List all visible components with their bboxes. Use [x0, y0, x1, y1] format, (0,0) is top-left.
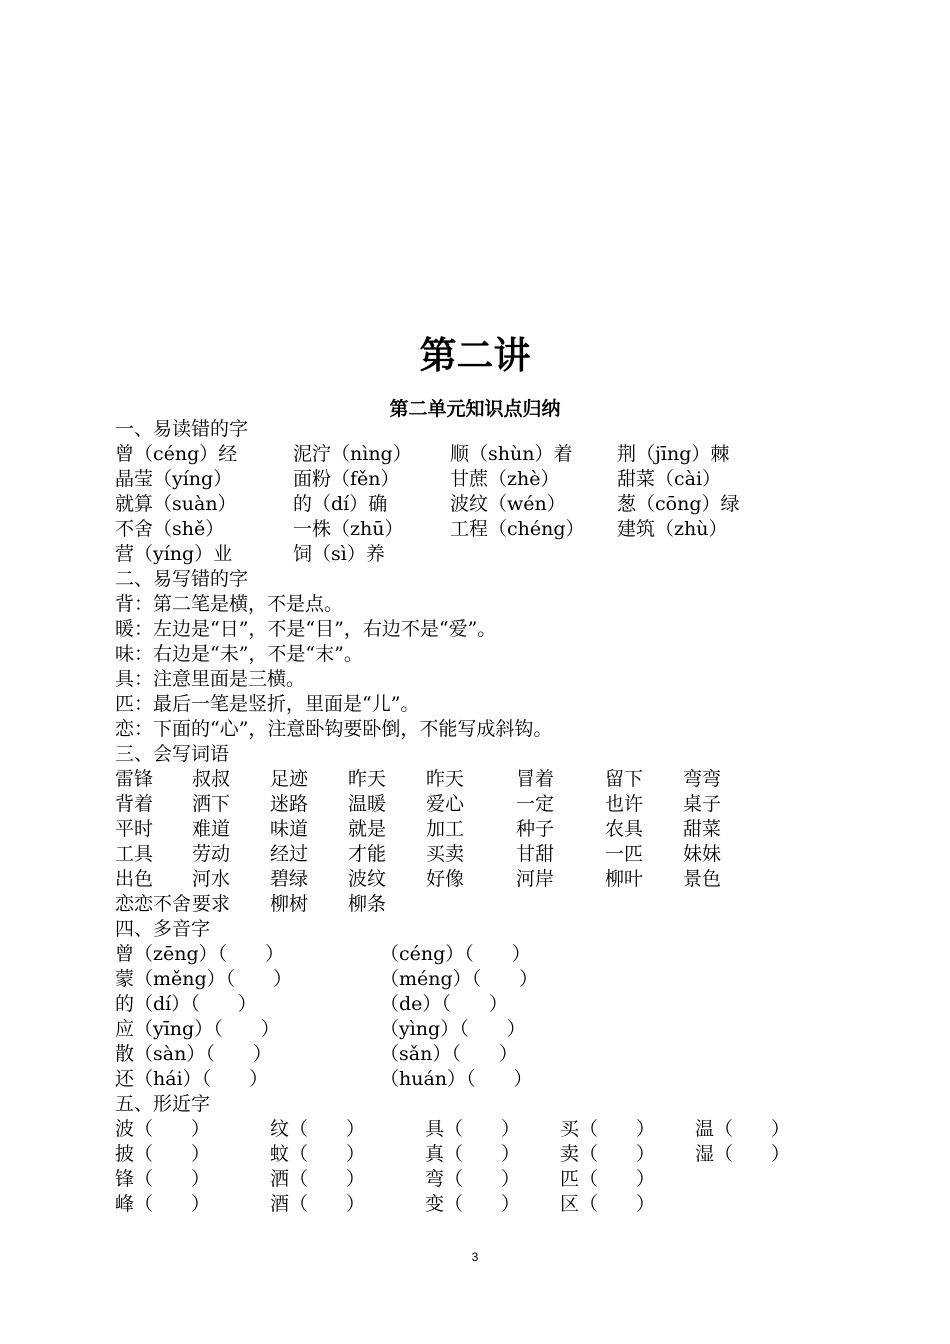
similar-character-entry: 纹（ ）: [270, 1118, 366, 1140]
writing-tip-line: 背：第二笔是横，不是点。: [115, 593, 344, 615]
vocabulary-word: 柳条: [348, 893, 387, 915]
vocabulary-word: 冒着: [516, 768, 555, 790]
vocabulary-word: 平时: [115, 818, 154, 840]
misread-word: 甘蔗（zhè）: [450, 468, 560, 490]
misread-word: 波纹（wén）: [450, 493, 566, 515]
vocabulary-word: 昨天: [348, 768, 387, 790]
vocabulary-word: 加工: [426, 818, 465, 840]
similar-characters-list: [115, 1117, 835, 1217]
polyphone-list: [115, 942, 835, 1092]
similar-character-entry: 蚊（ ）: [270, 1143, 366, 1165]
misread-word: 甜菜（cài）: [617, 468, 722, 490]
misread-word: 工程（chéng）: [450, 518, 585, 540]
vocabulary-word: 叔叔: [192, 768, 231, 790]
polyphone-entry-row: [115, 1067, 835, 1092]
similar-character-entry-row: [115, 1117, 835, 1142]
vocabulary-word: 要求: [192, 893, 231, 915]
misread-word: 营（yíng）业: [115, 543, 233, 565]
vocabulary-word: 景色: [683, 868, 722, 890]
vocabulary-word: 温暖: [348, 793, 387, 815]
vocabulary-word-row: [115, 767, 835, 792]
section-heading-similar-characters: 五、形近字: [115, 1093, 211, 1115]
polyphone-entry: （céng）（ ）: [380, 943, 531, 965]
vocabulary-word-row: [115, 892, 835, 917]
misread-word: 面粉（fěn）: [293, 468, 400, 490]
polyphone-entry: 曾（zēng）（ ）: [115, 943, 285, 965]
vocabulary-word: 甜菜: [683, 818, 722, 840]
vocabulary-word: 河水: [192, 868, 231, 890]
vocabulary-word: 一定: [516, 793, 555, 815]
vocabulary-word-row: [115, 792, 835, 817]
vocabulary-word-row: [115, 842, 835, 867]
misread-word: 晶莹（yíng）: [115, 468, 233, 490]
misread-word: 建筑（zhù）: [617, 518, 728, 540]
polyphone-entry-row: [115, 992, 835, 1017]
polyphone-entry: 应（yīng）（ ）: [115, 1018, 280, 1040]
vocabulary-word: 工具: [115, 843, 154, 865]
misread-word: 就算（suàn）: [115, 493, 237, 515]
misread-word-row: [115, 467, 835, 492]
writing-tip-line: 具：注意里面是三横。: [115, 668, 306, 690]
vocabulary-word: 也许: [605, 793, 644, 815]
polyphone-entry: 的（dí）（ ）: [115, 993, 257, 1015]
section-heading-vocabulary: 三、会写词语: [115, 743, 230, 765]
page-subtitle: 第二单元知识点归纳: [389, 398, 561, 420]
vocabulary-word: 洒下: [192, 793, 231, 815]
similar-character-entry-row: [115, 1167, 835, 1192]
vocabulary-word-row: [115, 817, 835, 842]
page-title: 第二讲: [419, 334, 531, 377]
misread-word: 的（dí）确: [293, 493, 388, 515]
vocabulary-word: 河岸: [516, 868, 555, 890]
writing-tip-line: 暖：左边是“日”，不是“目”，右边不是“爱”。: [115, 618, 497, 640]
polyphone-entry: 蒙（měng）（ ）: [115, 968, 293, 990]
similar-character-entry: 湿（ ）: [695, 1143, 791, 1165]
polyphone-entry-row: [115, 1017, 835, 1042]
vocabulary-word: 一匹: [605, 843, 644, 865]
vocabulary-word: 出色: [115, 868, 154, 890]
misread-word: 不舍（shě）: [115, 518, 225, 540]
similar-character-entry: 匹（ ）: [560, 1168, 656, 1190]
section-heading-misread: 一、易读错的字: [115, 418, 249, 440]
vocabulary-word: 背着: [115, 793, 154, 815]
vocabulary-word: 经过: [270, 843, 309, 865]
vocabulary-word: 碧绿: [270, 868, 309, 890]
vocabulary-word: 劳动: [192, 843, 231, 865]
polyphone-entry-row: [115, 967, 835, 992]
misread-word-row: [115, 492, 835, 517]
misread-word: 泥泞（nìng）: [293, 443, 412, 465]
vocabulary-word: 桌子: [683, 793, 722, 815]
page-number: 3: [471, 1250, 479, 1264]
similar-character-entry: 真（ ）: [425, 1143, 521, 1165]
vocabulary-word: 足迹: [270, 768, 309, 790]
similar-character-entry: 卖（ ）: [560, 1143, 656, 1165]
misread-word: 曾（céng）经: [115, 443, 238, 465]
section-heading-miswritten: 二、易写错的字: [115, 568, 249, 590]
vocabulary-word: 就是: [348, 818, 387, 840]
vocabulary-word: 农具: [605, 818, 644, 840]
misread-word: 葱（cōng）绿: [617, 493, 740, 515]
similar-character-entry: 区（ ）: [560, 1193, 656, 1215]
vocabulary-word: 柳叶: [605, 868, 644, 890]
similar-character-entry: 洒（ ）: [270, 1168, 366, 1190]
similar-character-entry: 买（ ）: [560, 1118, 656, 1140]
polyphone-entry: （méng）（ ）: [380, 968, 539, 990]
vocabulary-word: 难道: [192, 818, 231, 840]
similar-character-entry-row: [115, 1142, 835, 1167]
vocabulary-word: 买卖: [426, 843, 465, 865]
vocabulary-word: 好像: [426, 868, 465, 890]
similar-character-entry: 峰（ ）: [115, 1193, 211, 1215]
polyphone-entry-row: [115, 1042, 835, 1067]
polyphone-entry: （yìng）（ ）: [380, 1018, 526, 1040]
vocabulary-word: 留下: [605, 768, 644, 790]
vocabulary-word: 雷锋: [115, 768, 154, 790]
similar-character-entry-row: [115, 1192, 835, 1217]
misread-word-row: [115, 542, 835, 567]
similar-character-entry: 弯（ ）: [425, 1168, 521, 1190]
section-heading-polyphones: 四、多音字: [115, 918, 211, 940]
polyphone-entry: （de）（ ）: [380, 993, 508, 1015]
vocabulary-word: 昨天: [426, 768, 465, 790]
vocabulary-word: 妹妹: [683, 843, 722, 865]
vocabulary-word: 种子: [516, 818, 555, 840]
similar-character-entry: 披（ ）: [115, 1143, 211, 1165]
vocabulary-word: 弯弯: [683, 768, 722, 790]
misread-word: 荆（jīng）棘: [617, 443, 730, 465]
writing-tip-line: 味：右边是“未”，不是“末”。: [115, 643, 363, 665]
vocabulary-word: 恋恋不舍: [115, 893, 192, 915]
similar-character-entry: 温（ ）: [695, 1118, 791, 1140]
polyphone-entry: （huán）（ ）: [380, 1068, 533, 1090]
similar-character-entry: 具（ ）: [425, 1118, 521, 1140]
miswritten-characters-list: [115, 592, 835, 742]
similar-character-entry: 变（ ）: [425, 1193, 521, 1215]
polyphone-entry: （sǎn）（ ）: [380, 1043, 518, 1065]
writing-tip-line: 恋：下面的“心”，注意卧钩要卧倒，不能写成斜钩。: [115, 718, 553, 740]
vocabulary-word: 迷路: [270, 793, 309, 815]
vocabulary-list: [115, 767, 835, 917]
misread-word-row: [115, 442, 835, 467]
polyphone-entry: 散（sàn）（ ）: [115, 1043, 272, 1065]
misread-characters-list: [115, 442, 835, 567]
misread-word: 饲（sì）养: [293, 543, 385, 565]
vocabulary-word-row: [115, 867, 835, 892]
similar-character-entry: 波（ ）: [115, 1118, 211, 1140]
writing-tip-line: 匹：最后一笔是竖折，里面是“儿”。: [115, 693, 420, 715]
document-body: [115, 417, 835, 1217]
polyphone-entry-row: [115, 942, 835, 967]
vocabulary-word: 柳树: [270, 893, 309, 915]
vocabulary-word: 甘甜: [516, 843, 555, 865]
misread-word-row: [115, 517, 835, 542]
misread-word: 一株（zhū）: [293, 518, 404, 540]
similar-character-entry: 酒（ ）: [270, 1193, 366, 1215]
polyphone-entry: 还（hái）（ ）: [115, 1068, 269, 1090]
vocabulary-word: 才能: [348, 843, 387, 865]
vocabulary-word: 波纹: [348, 868, 387, 890]
misread-word: 顺（shùn）着: [450, 443, 573, 465]
similar-character-entry: 锋（ ）: [115, 1168, 211, 1190]
vocabulary-word: 味道: [270, 818, 309, 840]
vocabulary-word: 爱心: [426, 793, 465, 815]
